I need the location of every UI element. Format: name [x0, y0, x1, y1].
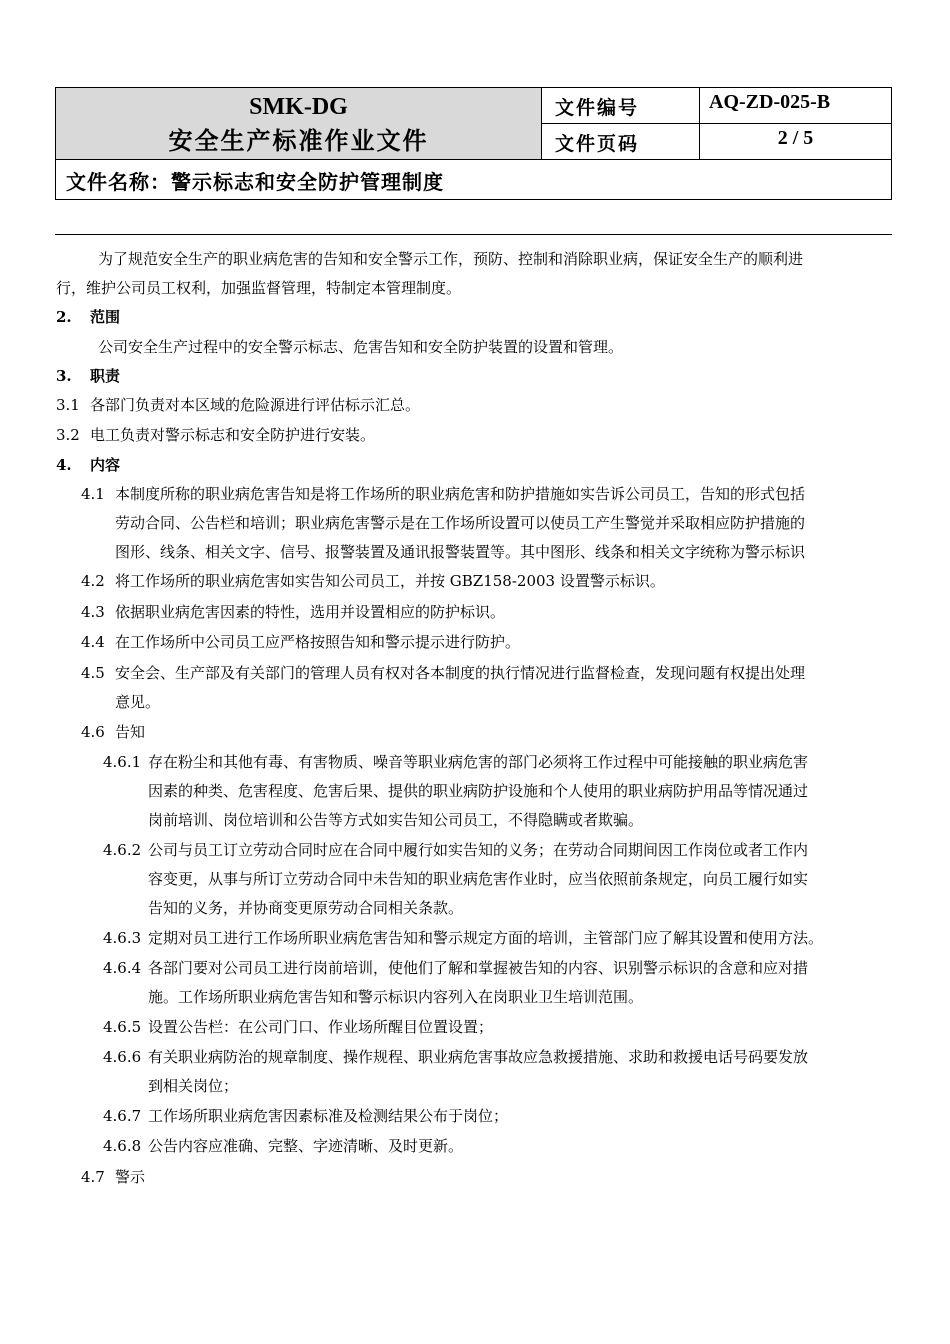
item-4-6-6-line-2: 到相关岗位； — [148, 1077, 239, 1095]
item-4-6-4-line-1: 各部门要对公司员工进行岗前培训，使他们了解和掌握被告知的内容、识别警示标识的含意和应对措 — [148, 959, 809, 977]
item-4-6-1-line-3: 岗前培训、岗位培训和公告等方式如实告知公司员工，不得隐瞒或者欺骗。 — [148, 811, 644, 829]
item-4-4-number: 4.4 — [81, 633, 105, 651]
item-4-6-3-number: 4.6.3 — [103, 929, 142, 947]
intro-line-1: 为了规范安全生产的职业病危害的告知和安全警示工作，预防、控制和消除职业病，保证安全生产的顺利进 — [98, 250, 804, 268]
item-4-1-line-3: 图形、线条、相关文字、信号、报警装置及通讯报警装置等。其中图形、线条和相关文字统称为警示标识 — [115, 543, 806, 561]
item-4-3-number: 4.3 — [81, 603, 105, 621]
document-type: 安全生产标准作业文件 — [168, 126, 429, 155]
item-4-6-1-line-1: 存在粉尘和其他有毒、有害物质、噪音等职业病危害的部门必须将工作过程中可能接触的职业病危害 — [148, 753, 809, 771]
item-4-6-title: 告知 — [115, 723, 146, 741]
item-4-1-line-2: 劳动合同、公告栏和培训；职业病危害警示是在工作场所设置可以使员工产生警觉并采取相应防护措施的 — [115, 514, 806, 532]
item-3-1-number: 3.1 — [56, 396, 80, 414]
section-2-text: 公司安全生产过程中的安全警示标志、危害告知和安全防护装置的设置和管理。 — [98, 338, 624, 356]
doc-number-value: AQ-ZD-025-B — [700, 88, 891, 124]
item-4-6-2-number: 4.6.2 — [103, 841, 142, 859]
item-4-6-1-line-2: 因素的种类、危害程度、危害后果、提供的职业病防护设施和个人使用的职业病防护用品等情况通过 — [148, 782, 809, 800]
item-4-1-number: 4.1 — [81, 485, 105, 503]
header-rule — [55, 234, 892, 235]
item-4-6-7-number: 4.6.7 — [103, 1107, 142, 1125]
item-4-5-line-1: 安全会、生产部及有关部门的管理人员有权对各本制度的执行情况进行监督检查，发现问题有权提出处理 — [115, 664, 806, 682]
item-4-6-4-line-2: 施。工作场所职业病危害告知和警示标识内容列入在岗职业卫生培训范围。 — [148, 988, 644, 1006]
item-4-6-2-line-1: 公司与员工订立劳动合同时应在合同中履行如实告知的义务；在劳动合同期间因工作岗位或者工作内 — [148, 841, 809, 859]
item-4-7-number: 4.7 — [81, 1168, 105, 1186]
item-4-2-number: 4.2 — [81, 572, 105, 590]
section-4-number: 4. — [56, 456, 72, 474]
item-4-6-1-number: 4.6.1 — [103, 753, 142, 771]
item-4-1-line-1: 本制度所称的职业病危害告知是将工作场所的职业病危害和防护措施如实告诉公司员工，告知的形式包括 — [115, 485, 806, 503]
item-4-6-8-number: 4.6.8 — [103, 1137, 142, 1155]
intro-line-2: 行，维护公司员工权利，加强监督管理，特制定本管理制度。 — [56, 279, 462, 297]
document-title: 文件名称：警示标志和安全防护管理制度 — [66, 170, 444, 194]
company-cell — [56, 88, 542, 160]
section-4-title: 内容 — [90, 456, 121, 474]
item-3-2-number: 3.2 — [56, 426, 80, 444]
item-4-6-8-text: 公告内容应准确、完整、字迹清晰、及时更新。 — [148, 1137, 464, 1155]
section-2-number: 2. — [56, 308, 72, 326]
item-4-3-text: 依据职业病危害因素的特性，选用并设置相应的防护标识。 — [115, 603, 506, 621]
item-4-5-line-2: 意见。 — [115, 693, 161, 711]
item-4-6-7-text: 工作场所职业病危害因素标准及检测结果公布于岗位； — [148, 1107, 509, 1125]
item-4-7-title: 警示 — [115, 1168, 146, 1186]
item-4-6-6-line-1: 有关职业病防治的规章制度、操作规程、职业病危害事故应急救援措施、求助和救援电话号码要发放 — [148, 1048, 809, 1066]
item-4-6-4-number: 4.6.4 — [103, 959, 142, 977]
item-4-6-number: 4.6 — [81, 723, 105, 741]
company-name: SMK-DG — [249, 94, 348, 120]
section-2-title: 范围 — [90, 308, 121, 326]
item-3-2-text: 电工负责对警示标志和安全防护进行安装。 — [90, 426, 376, 444]
section-3-number: 3. — [56, 367, 72, 385]
item-4-6-5-text: 设置公告栏：在公司门口、作业场所醒目位置设置； — [148, 1018, 494, 1036]
item-4-5-number: 4.5 — [81, 664, 105, 682]
item-4-6-5-number: 4.6.5 — [103, 1018, 142, 1036]
document-header-table — [55, 87, 892, 200]
item-4-6-2-line-3: 告知的义务，并协商变更原劳动合同相关条款。 — [148, 899, 464, 917]
section-3-title: 职责 — [90, 367, 121, 385]
item-4-6-3-text: 定期对员工进行工作场所职业病危害告知和警示规定方面的培训，主管部门应了解其设置和使用方法。 — [148, 929, 824, 947]
item-4-2-text: 将工作场所的职业病危害如实告知公司员工，并按 GBZ158-2003 设置警示标识。 — [115, 572, 665, 590]
item-4-6-2-line-2: 容变更，从事与所订立劳动合同中未告知的职业病危害作业时，应当依照前条规定，向员工履行如实 — [148, 870, 809, 888]
item-4-4-text: 在工作场所中公司员工应严格按照告知和警示提示进行防护。 — [115, 633, 521, 651]
item-4-6-6-number: 4.6.6 — [103, 1048, 142, 1066]
item-3-1-text: 各部门负责对本区域的危险源进行评估标示汇总。 — [90, 396, 421, 414]
page-number-label: 文件页码 — [542, 124, 700, 160]
doc-number-label: 文件编号 — [542, 88, 700, 124]
page-number-value: 2 / 5 — [700, 124, 891, 160]
